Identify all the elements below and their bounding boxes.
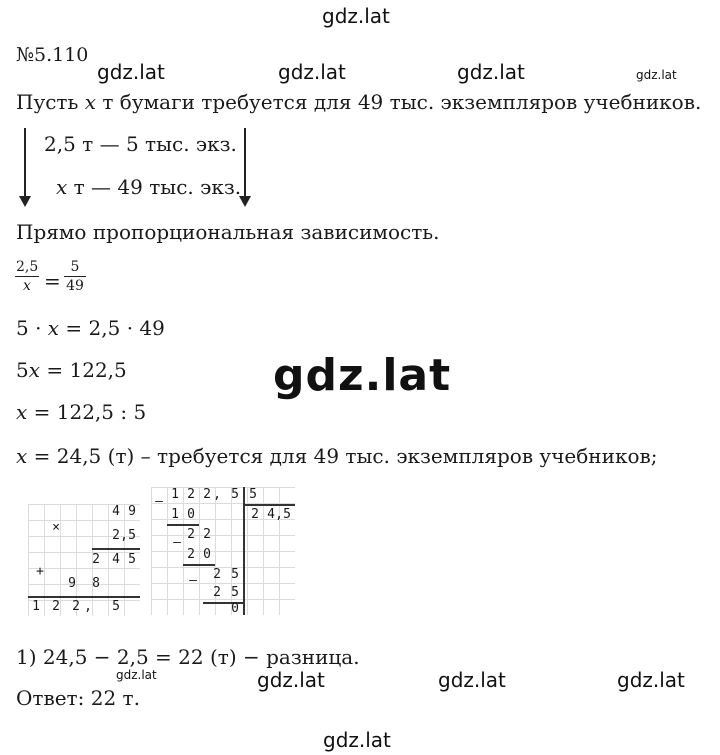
watermark: gdz.lat [457,60,525,84]
answer: Ответ: 22 т. [16,686,140,710]
equation-step-1: 5 · x = 2,5 · 49 [16,316,165,340]
watermark: gdz.lat [438,668,506,692]
problem-number: №5.110 [16,44,89,66]
proportion-row-2: x т — 49 тыс. экз. [56,175,242,199]
watermark: gdz.lat [636,68,677,82]
division-line-1 [167,524,199,526]
equals-sign: = [44,269,61,293]
watermark-center: gdz.lat [273,350,452,401]
down-arrow-right [244,128,246,198]
watermark: gdz.lat [323,728,391,752]
watermark: gdz.lat [97,60,165,84]
arrowhead-left [19,196,31,207]
watermark: gdz.lat [617,668,685,692]
division-vertical-line [243,487,245,615]
divisor-underline [243,504,295,506]
multiplication-result-line [28,596,140,598]
final-step: 1) 24,5 − 2,5 = 22 (т) − разница. [16,645,360,669]
division-grid: – 1 2 2 , 5 5 2 4 , 5 1 0 – 2 2 2 0 – 2 5 2 5 0 [151,487,295,615]
fraction-left: $\frac{2,5}{x}$ [16,259,39,294]
relation-text: Прямо пропорциональная зависимость. [16,220,440,244]
equation-step-4: x = 24,5 (т) – требуется для 49 тыс. экземпляров учебников; [16,444,658,468]
multiplication-line [92,548,140,550]
fraction-right: $\frac{5}{49}$ [64,259,86,294]
intro-text: Пусть x т бумаги требуется для 49 тыс. экземпляров учебников. [16,90,702,114]
proportion-row-1: 2,5 т — 5 тыс. экз. [44,132,237,156]
division-line-2 [183,564,215,566]
equation-step-3: x = 122,5 : 5 [16,400,147,424]
watermark: gdz.lat [116,668,157,682]
equation-step-2: 5x = 122,5 [16,358,127,382]
watermark: gdz.lat [278,60,346,84]
down-arrow-left [24,128,26,198]
multiplication-grid: × 4 9 2 , 5 + 2 4 5 9 8 1 2 2 , 5 [28,504,140,616]
watermark: gdz.lat [257,668,325,692]
watermark: gdz.lat [322,4,390,28]
